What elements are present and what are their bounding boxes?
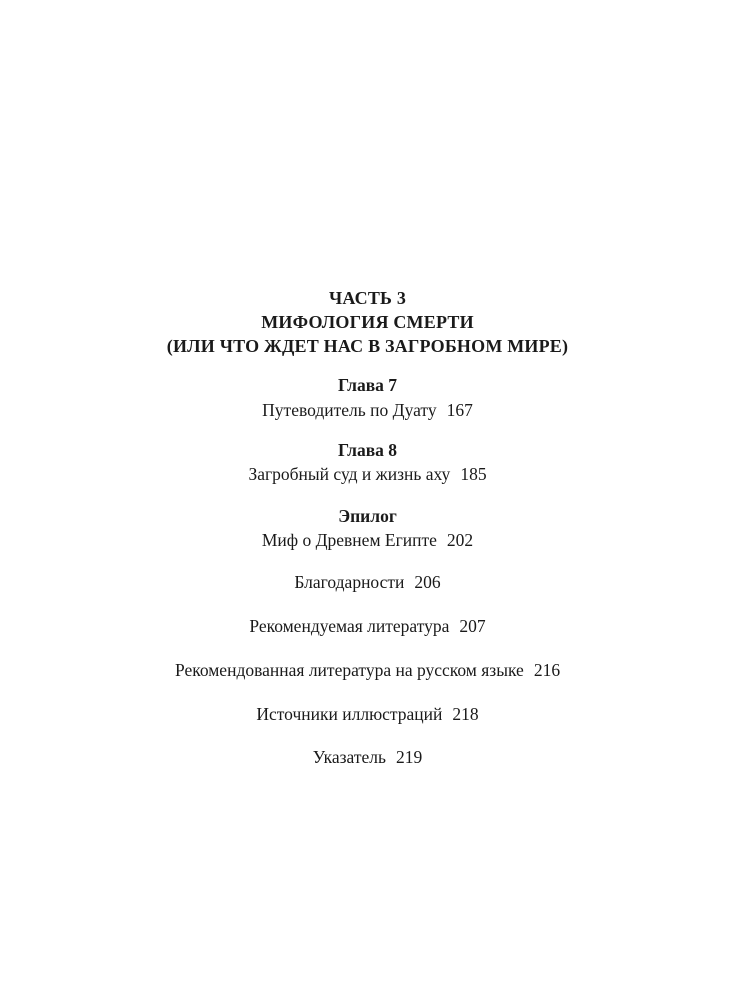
toc-entry-index[interactable] (0, 746, 735, 768)
entry-title: Благодарности (294, 572, 405, 592)
part-title: МИФОЛОГИЯ СМЕРТИ (261, 312, 474, 332)
toc-entry-recommended-reading[interactable] (0, 615, 735, 637)
entry-title: Указатель (312, 747, 386, 767)
chapter-heading: Глава 7 (337, 375, 398, 395)
entry-page: 216 (533, 660, 561, 680)
entry-page: 167 (446, 400, 473, 420)
entry-title: Источники иллюстраций (256, 704, 443, 724)
entry-page: 202 (446, 530, 474, 550)
toc-entry[interactable] (0, 399, 735, 421)
part-label: ЧАСТЬ 3 (328, 288, 407, 308)
chapter-heading: Эпилог (338, 506, 397, 526)
toc-entry[interactable] (0, 529, 735, 551)
entry-title: Путеводитель по Дуату (262, 400, 437, 420)
entry-title: Рекомендованная литература на русском языке (174, 660, 524, 680)
entry-title: Рекомендуемая литература (249, 616, 450, 636)
entry-page: 207 (459, 616, 486, 636)
entry-page: 185 (460, 464, 487, 484)
entry-title: Загробный суд и жизнь аху (248, 464, 451, 484)
toc-entry-russian-reading[interactable] (0, 659, 735, 681)
entry-title: Миф о Древнем Египте (261, 530, 437, 550)
toc-entry-acknowledgements[interactable] (0, 571, 735, 593)
part-subtitle: (ИЛИ ЧТО ЖДЕТ НАС В ЗАГРОБНОМ МИРЕ) (166, 336, 569, 356)
entry-page: 219 (395, 747, 423, 767)
toc-entry-illustration-sources[interactable] (0, 703, 735, 725)
entry-page: 206 (414, 572, 441, 592)
entry-page: 218 (452, 704, 479, 724)
toc-entry[interactable] (0, 463, 735, 485)
chapter-heading: Глава 8 (337, 440, 398, 460)
